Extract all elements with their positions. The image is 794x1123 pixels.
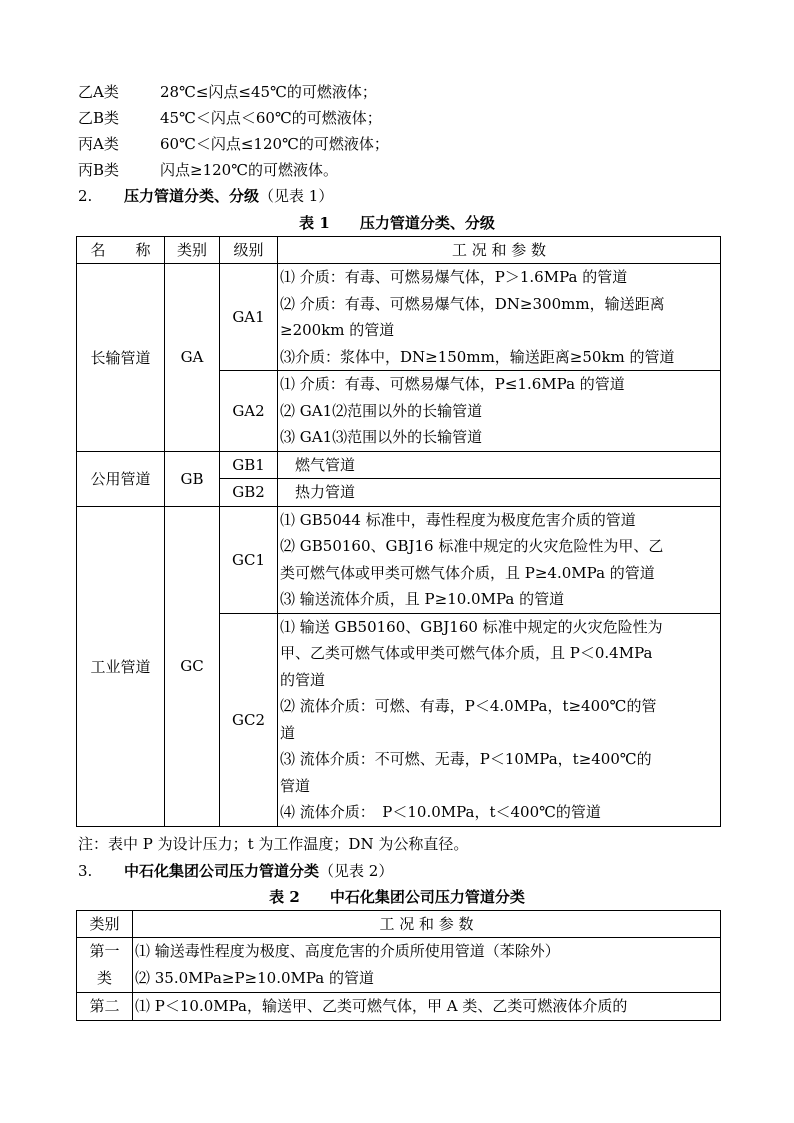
table-header-row: [77, 911, 721, 938]
header-category: 类别: [165, 237, 220, 264]
table-1-caption: [0, 213, 794, 233]
table-row: [77, 264, 721, 371]
group-name-gb: 公用管道: [77, 451, 165, 506]
params-gb1: [278, 451, 721, 479]
category-line: 类: [96, 969, 112, 987]
param-line: ⑵ 流体介质：可燃、有毒，P＜4.0MPa，t≥400℃的管: [280, 697, 657, 715]
pressure-pipeline-table: [76, 236, 721, 827]
param-line: ⑴ 介质：有毒、可燃易爆气体，P≤1.6MPa 的管道: [280, 375, 625, 393]
grade-gc1: GC1: [220, 506, 278, 613]
table-2-caption: [0, 887, 794, 907]
params-ga1: [278, 264, 721, 371]
param-line: 甲、乙类可燃气体或甲类可燃气体介质，且 P＜0.4MPa: [280, 644, 653, 662]
table-row: [77, 506, 721, 613]
param-line: ⑵ 介质：有毒、可燃易爆气体，DN≥300mm，输送距离: [280, 294, 665, 313]
param-line: 燃气管道: [280, 455, 356, 474]
param-line: 类可燃气体或甲类可燃气体介质，且 P≥4.0MPa 的管道: [280, 563, 655, 582]
param-line: ⑴ P＜10.0MPa，输送甲、乙类可燃气体，甲 A 类、乙类可燃液体介质的: [135, 997, 628, 1015]
param-line: ⑴ 介质：有毒、可燃易爆气体，P＞1.6MPa 的管道: [280, 268, 628, 286]
class-description: 60℃＜闪点≤120℃的可燃液体；: [160, 135, 389, 153]
param-line: 道: [280, 723, 296, 742]
param-line: ⑴ 输送 GB50160、GBJ160 标准中规定的火灾危险性为: [280, 617, 663, 636]
header-params: 工 况 和 参 数: [278, 237, 721, 264]
param-line: ⑴ GB5044 标准中，毒性程度为极度危害介质的管道: [280, 510, 636, 529]
category-line: 第一: [89, 942, 120, 960]
class-label: 丙A类: [78, 135, 119, 153]
grade-gb2: GB2: [220, 479, 278, 507]
param-line: ⑶介质：浆体中，DN≥150mm，输送距离≥50km 的管道: [280, 347, 675, 366]
category-second: [77, 993, 133, 1021]
header-grade: 级别: [220, 237, 278, 264]
header-category: 类别: [77, 911, 133, 938]
caption-number: 表 1: [299, 214, 330, 232]
class-description: 45℃＜闪点＜60℃的可燃液体；: [160, 109, 382, 127]
section-title: 中石化集团公司压力管道分类: [124, 862, 320, 880]
param-line: ⑶ 流体介质：不可燃、无毒，P＜10MPa，t≥400℃的: [280, 750, 652, 768]
group-code-gb: GB: [165, 451, 220, 506]
params-first: [133, 938, 721, 993]
header-name: 名 称: [77, 237, 165, 264]
params-second: [133, 993, 721, 1021]
params-ga2: [278, 371, 721, 452]
param-line: ≥200km 的管道: [280, 321, 395, 339]
param-line: ⑴ 输送毒性程度为极度、高度危害的介质所使用管道（苯除外）: [135, 942, 560, 960]
class-description: 闪点≥120℃的可燃液体。: [160, 161, 338, 179]
param-line: ⑷ 流体介质： P＜10.0MPa，t＜400℃的管道: [280, 803, 601, 821]
section-3-heading: [78, 861, 393, 881]
table-row: [77, 993, 721, 1021]
params-gb2: [278, 479, 721, 507]
sinopec-pipeline-table: [76, 910, 721, 1021]
group-code-gc: GC: [165, 506, 220, 826]
group-name-ga: 长输管道: [77, 264, 165, 452]
grade-gb1: GB1: [220, 451, 278, 479]
section-number: 3.: [78, 862, 93, 880]
table-note: 注：表中 P 为设计压力；t 为工作温度；DN 为公称直径。: [78, 835, 469, 853]
param-line: ⑶ GA1⑶范围以外的长输管道: [280, 428, 483, 446]
grade-gc2: GC2: [220, 613, 278, 826]
grade-ga2: GA2: [220, 371, 278, 452]
class-label: 乙B类: [78, 109, 120, 127]
class-line-yi-a: [78, 82, 377, 102]
table-row: [77, 451, 721, 479]
param-line: ⑵ GA1⑵范围以外的长输管道: [280, 401, 483, 420]
param-line: 的管道: [280, 670, 326, 689]
class-label: 乙A类: [78, 83, 119, 101]
param-line: ⑵ GB50160、GBJ16 标准中规定的火灾危险性为甲、乙: [280, 537, 664, 555]
table-row: [77, 938, 721, 993]
section-2-heading: [78, 186, 333, 206]
param-line: ⑵ 35.0MPa≥P≥10.0MPa 的管道: [135, 969, 375, 987]
param-line: 管道: [280, 776, 311, 795]
class-label: 丙B类: [78, 161, 120, 179]
section-suffix: （见表 1）: [259, 187, 334, 205]
section-number: 2.: [78, 187, 93, 205]
caption-number: 表 2: [269, 888, 300, 906]
class-description: 28℃≤闪点≤45℃的可燃液体；: [160, 83, 377, 101]
param-line: 热力管道: [280, 483, 356, 501]
caption-title: 压力管道分类、分级: [359, 214, 495, 232]
section-suffix: （见表 2）: [319, 862, 394, 880]
group-code-ga: GA: [165, 264, 220, 452]
params-gc2: [278, 613, 721, 826]
table-header-row: [77, 237, 721, 264]
class-line-bing-b: [78, 160, 338, 180]
grade-ga1: GA1: [220, 264, 278, 371]
param-line: ⑶ 输送流体介质，且 P≥10.0MPa 的管道: [280, 590, 565, 608]
class-line-bing-a: [78, 134, 389, 154]
section-title: 压力管道分类、分级: [124, 187, 260, 205]
group-name-gc: 工业管道: [77, 506, 165, 826]
caption-title: 中石化集团公司压力管道分类: [329, 888, 525, 906]
category-first: [77, 938, 133, 993]
category-line: 第二: [89, 997, 120, 1015]
params-gc1: [278, 506, 721, 613]
header-params: 工 况 和 参 数: [133, 911, 721, 938]
class-line-yi-b: [78, 108, 382, 128]
